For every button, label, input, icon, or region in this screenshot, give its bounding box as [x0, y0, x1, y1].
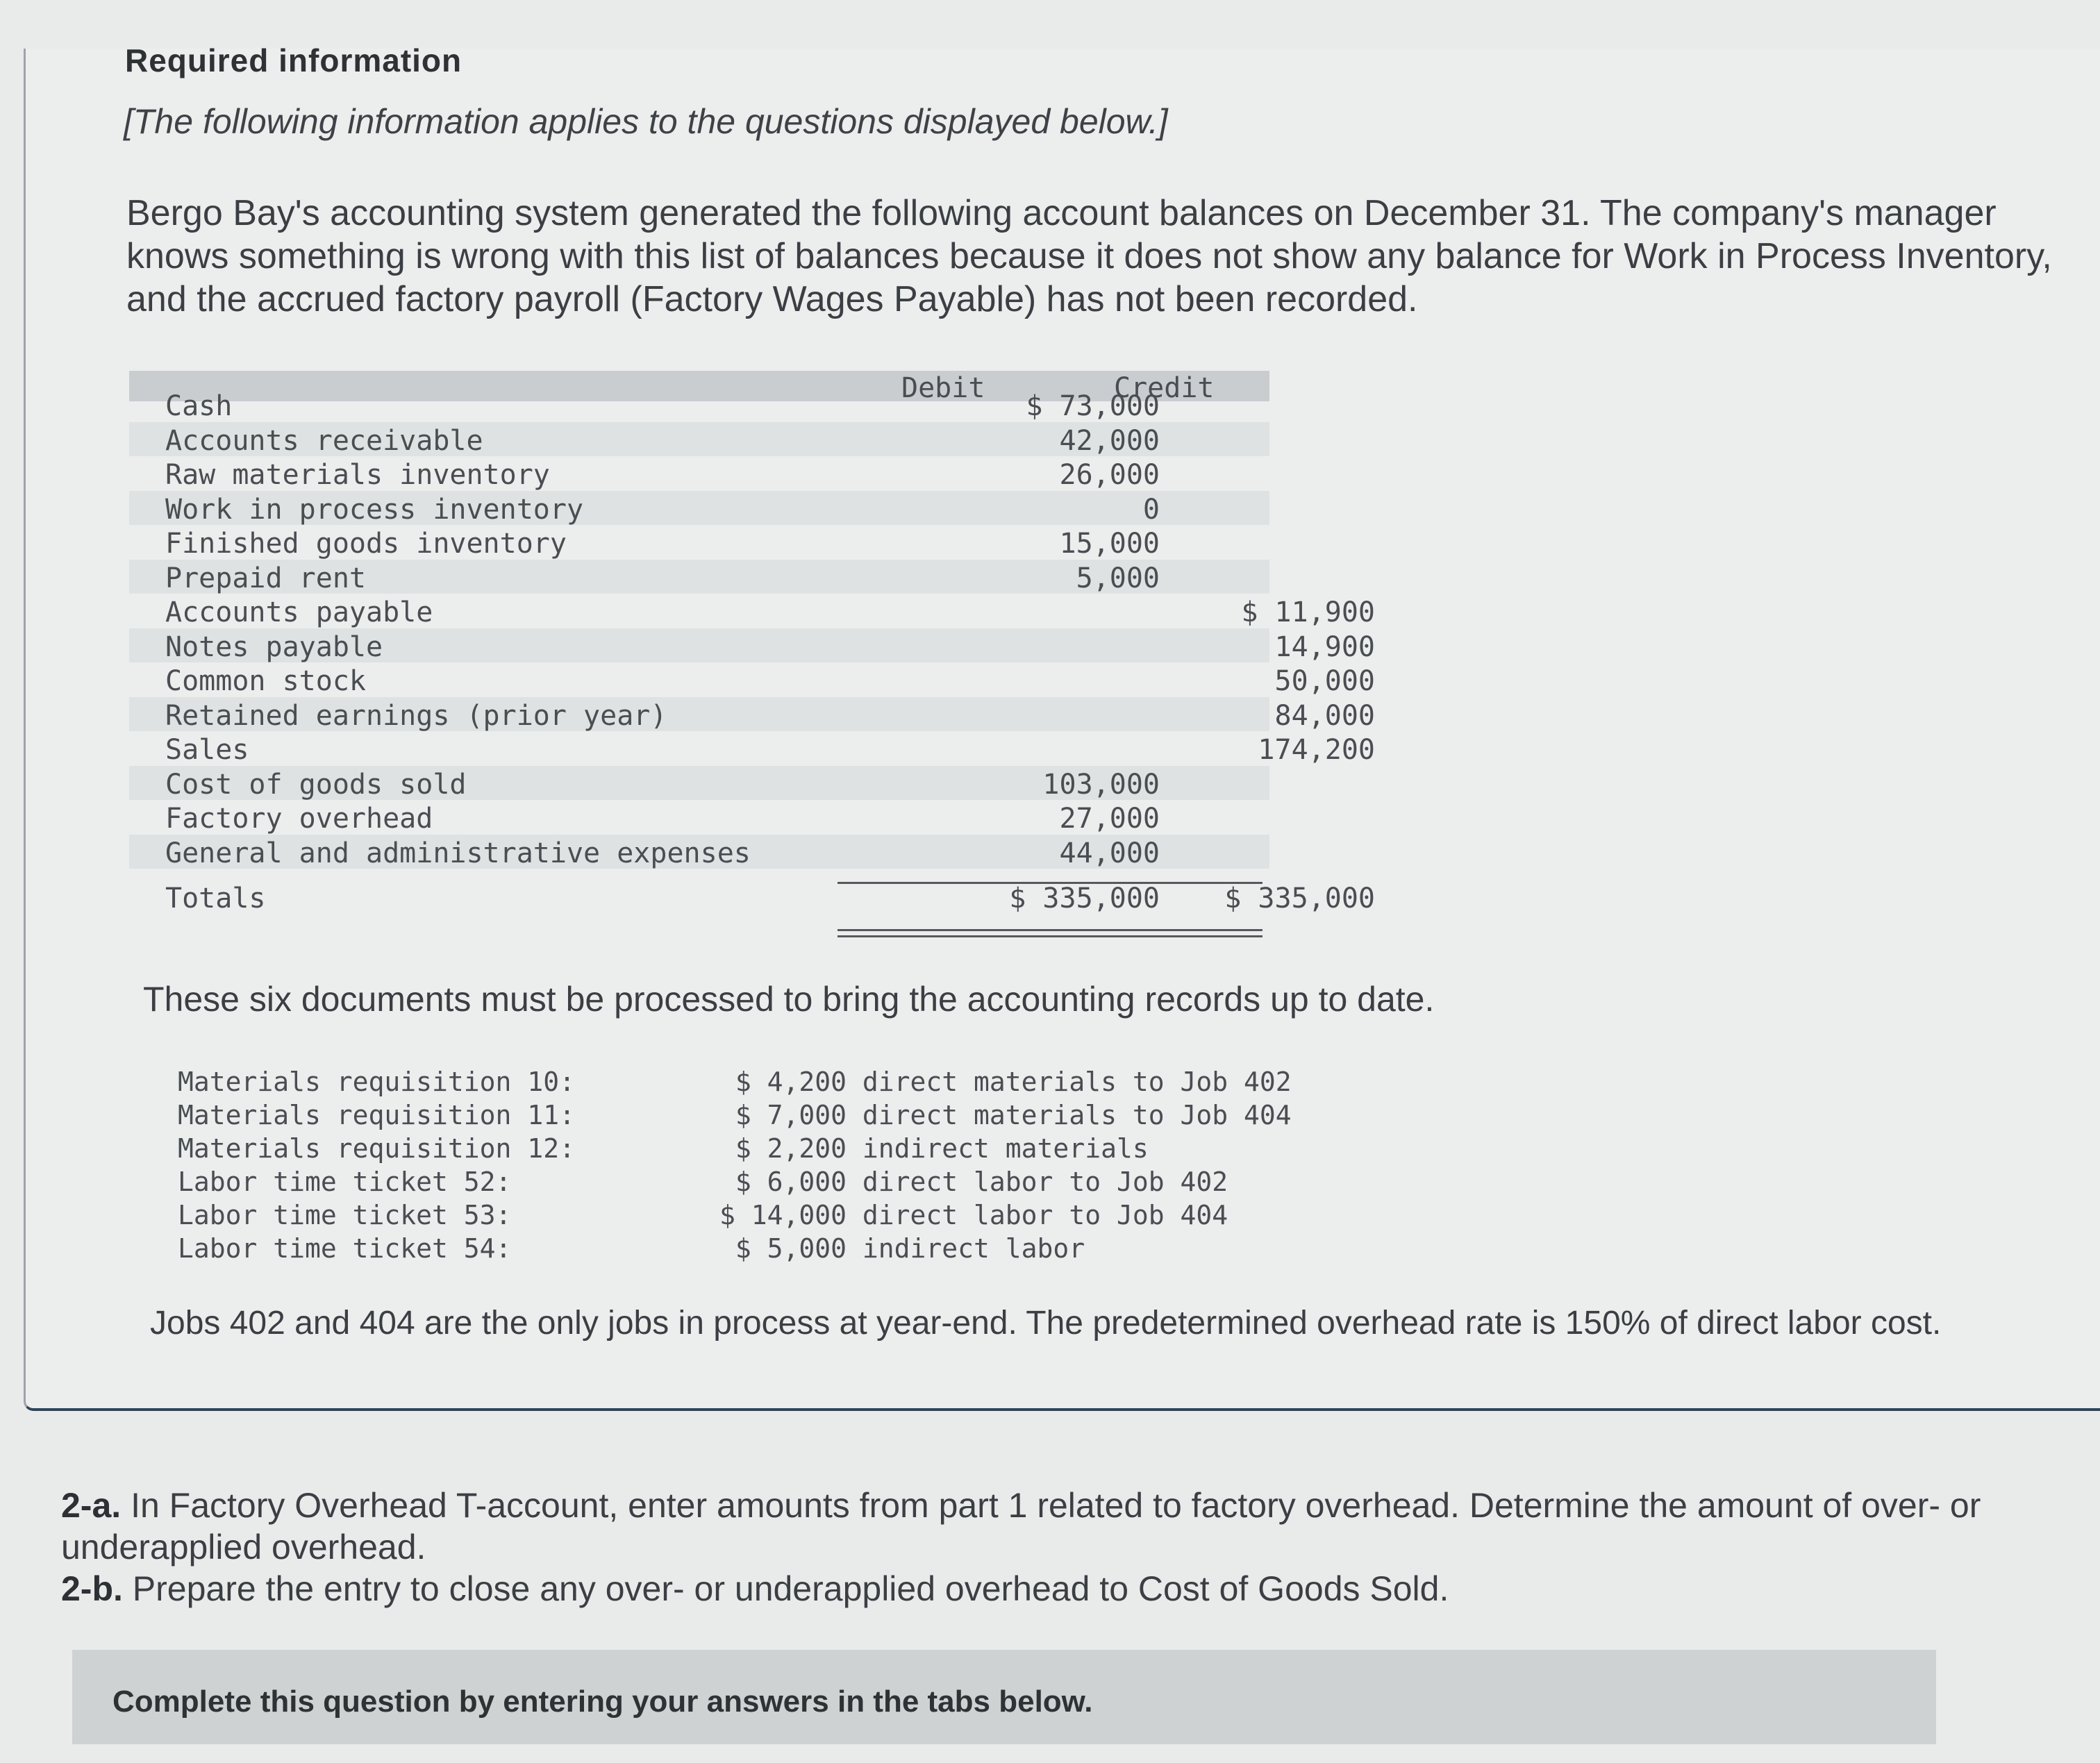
totals-double-rule: [838, 929, 1262, 937]
table-row: Prepaid rent 5,000: [129, 560, 1269, 594]
intro-paragraph: Bergo Bay's accounting system generated the following account balances on December 31. The company's manager knows something is wrong with this list of balances because it does not show any balance for Work in Process Inventory, and the accrued factory payroll (Factory Wages Payable) has not been recorded.: [126, 193, 2052, 319]
list-item: Materials requisition 11: $ 7,000 direct materials to Job 404: [178, 1100, 1292, 1130]
list-item: Labor time ticket 54: $ 5,000 indirect labor: [178, 1233, 1085, 1264]
debit-header: Debit: [901, 372, 985, 404]
table-row: Retained earnings (prior year) 84,000: [129, 697, 1269, 732]
complete-question-text: Complete this question by entering your answers in the tabs below.: [112, 1685, 1093, 1719]
table-row: Raw materials inventory 26,000: [165, 459, 1160, 491]
list-item: Labor time ticket 52: $ 6,000 direct labor to Job 402: [178, 1167, 1228, 1197]
jobs-note: Jobs 402 and 404 are the only jobs in process at year-end. The predetermined overhead rate is 150% of direct labor cost.: [150, 1305, 1942, 1342]
table-row: Accounts payable $ 11,900: [165, 596, 1375, 628]
table-row: Cash $ 73,000: [165, 390, 1160, 422]
question-2b: 2-b. Prepare the entry to close any over- or underapplied overhead to Cost of Goods Sold.: [61, 1569, 1449, 1608]
table-row: General and administrative expenses 44,000: [129, 835, 1269, 869]
table-row: Finished goods inventory 15,000: [165, 528, 1160, 560]
table-row: Work in process inventory 0: [129, 491, 1269, 526]
list-item: Labor time ticket 53: $ 14,000 direct labor to Job 404: [178, 1200, 1228, 1230]
table-row: Cost of goods sold 103,000: [129, 766, 1269, 801]
question-text: [61, 1485, 2047, 1610]
applies-note: [The following information applies to the questions displayed below.]: [124, 102, 1168, 141]
totals-row: Totals $ 335,000 $ 335,000: [165, 883, 1375, 914]
required-information-title: Required information: [125, 42, 462, 78]
table-row: Sales 174,200: [165, 734, 1375, 766]
list-item: Materials requisition 12: $ 2,200 indirect materials: [178, 1133, 1149, 1164]
table-row: Factory overhead 27,000: [165, 803, 1160, 835]
documents-list: [178, 1067, 1292, 1267]
list-item: Materials requisition 10: $ 4,200 direct materials to Job 402: [178, 1067, 1292, 1097]
table-row: Common stock 50,000: [165, 665, 1375, 697]
complete-question-banner: [72, 1650, 1936, 1744]
account-balances-table: [129, 371, 1375, 928]
credit-header: Credit: [1114, 372, 1215, 404]
ledger-rows: [129, 387, 1375, 914]
table-row: Notes payable 14,900: [129, 628, 1269, 663]
documents-intro: These six documents must be processed to bring the accounting records up to date.: [143, 980, 1435, 1019]
table-row: Accounts receivable 42,000: [129, 422, 1269, 457]
question-2a: 2-a. In Factory Overhead T-account, enter amounts from part 1 related to factory overhead. Determine the amount of over- or underapplied overhead.: [61, 1486, 1981, 1566]
